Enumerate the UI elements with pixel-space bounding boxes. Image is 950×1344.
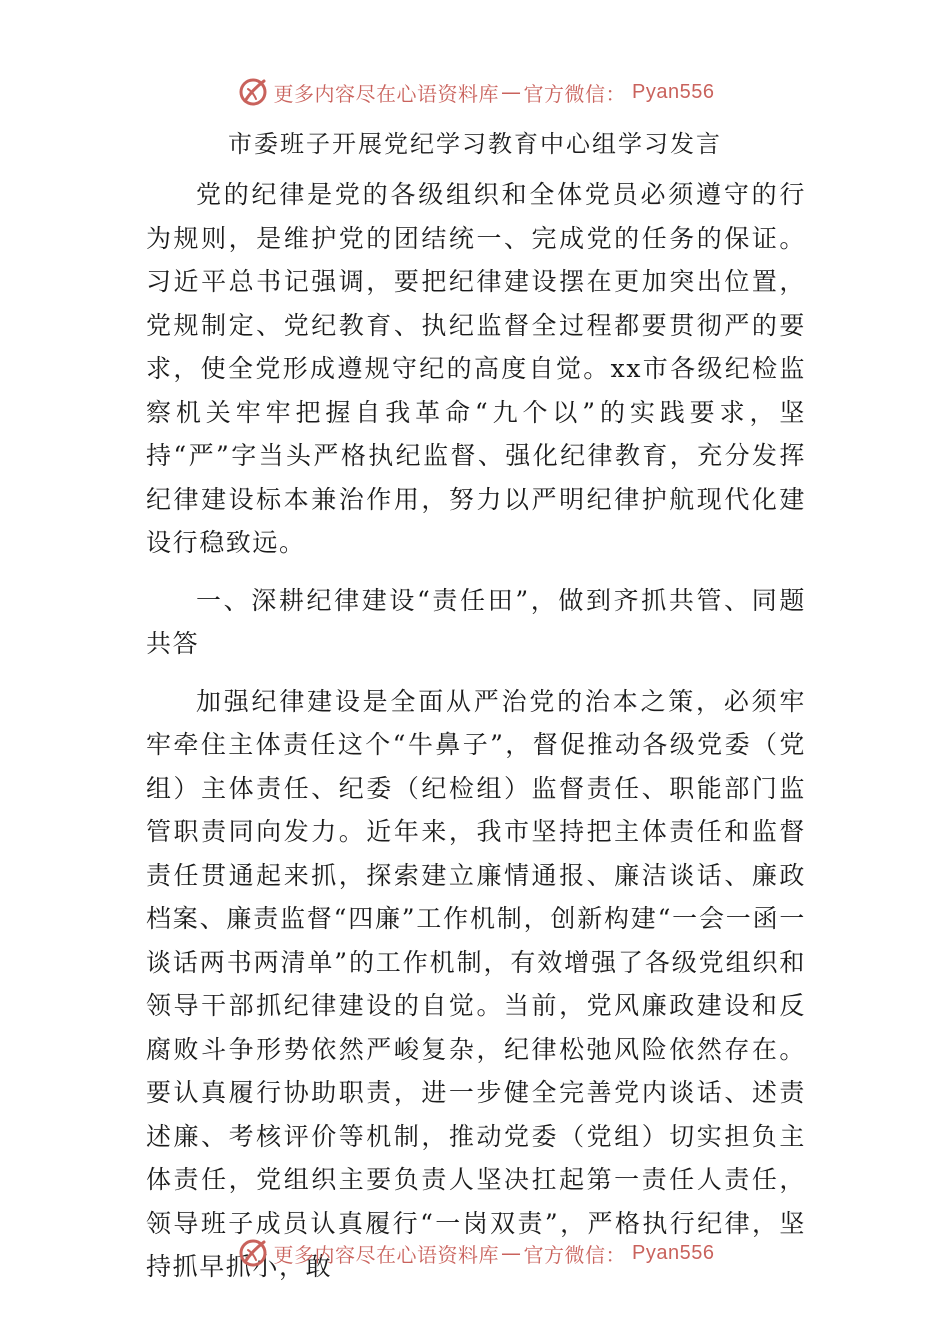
paragraph-section-1: 加强纪律建设是全面从严治党的治本之策，必须牢牢牵住主体责任这个“牛鼻子”，督促推动各级党委（党组）主体责任、纪委（纪检组）监督责任、职能部门监管职责同向发力。近年来，我市坚持把主体责任和监督责任贯通起来抓，探索建立廉情通报、廉洁谈话、廉政档案、廉责监督“四廉”工作机制，创新构建“一会一函一谈话两书两清单”的工作机制，有效增强了各级党组织和领导干部抓纪律建设的自觉。当前，党风廉政建设和反腐败斗争形势依然严峻复杂，纪律松弛风险依然存在。要认真履行协助职责，进一步健全完善党内谈话、述责述廉、考核评价等机制，推动党委（党组）切实担负主体责任，党组织主要负责人坚决扛起第一责任人责任，领导班子成员认真履行“一岗双责”，严格执行纪律，坚持抓早抓小，敢 [146, 686, 806, 1281]
watermark-wechat-id: Pyan556 [632, 1241, 715, 1264]
watermark-banner-top [0, 72, 950, 112]
section-heading-1: 一、深耕纪律建设“责任田”，做到齐抓共管、同题共答 [146, 585, 806, 658]
watermark-wechat-id: Pyan556 [632, 80, 715, 103]
document-title: 市委班子开展党纪学习教育中心组学习发言 [228, 130, 722, 158]
watermark-label: 官方微信： [523, 81, 627, 106]
document-body [146, 173, 806, 1289]
brush-circle-logo-icon [236, 1236, 270, 1270]
watermark-label: 官方微信： [523, 1242, 627, 1267]
watermark-separator: — [501, 1241, 522, 1265]
watermark-separator: — [501, 80, 522, 104]
watermark-main-text: 更多内容尽在心语资料库 [273, 1242, 500, 1267]
paragraph-intro: 党的纪律是党的各级组织和全体党员必须遵守的行为规则，是维护党的团结统一、完成党的任务的保证。习近平总书记强调，要把纪律建设摆在更加突出位置，党规制定、党纪教育、执纪监督全过程都要贯彻严的要求，使全党形成遵规守纪的高度自觉。xx市各级纪检监察机关牢牢把握自我革命“九个以”的实践要求，坚持“严”字当头严格执纪监督、强化纪律教育，充分发挥纪律建设标本兼治作用，努力以严明纪律护航现代化建设行稳致远。 [146, 180, 806, 557]
watermark-banner-bottom [0, 1233, 950, 1273]
brush-circle-logo-icon [236, 75, 270, 109]
watermark-main-text: 更多内容尽在心语资料库 [273, 81, 500, 106]
